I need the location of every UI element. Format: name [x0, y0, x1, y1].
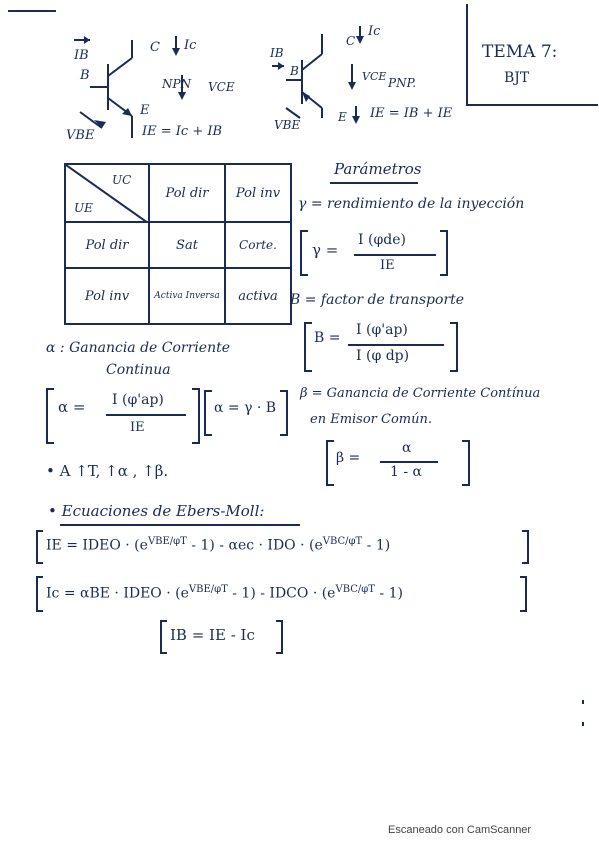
ebers-eq2-part-a: Ic = αBE · IDEO · (e: [46, 585, 189, 602]
ebers-eq2-right-bracket: [520, 576, 527, 612]
corner-uc-label: UC: [112, 173, 132, 187]
cell-reverse-active: Activa Inversa: [149, 268, 225, 324]
ebers-equation-ib: IB = IE - Ic: [170, 626, 255, 644]
big-beta-left-bracket: [326, 440, 334, 486]
gamma-denominator: IE: [380, 258, 395, 273]
ebers-eq2-part-b: - 1) - IDCO · (e: [227, 585, 336, 602]
npn-e-label: E: [140, 103, 150, 118]
title-box-bottom-line: [466, 104, 598, 106]
ebers-eq1-left-bracket: [36, 530, 43, 564]
ebers-eq2-left-bracket: [36, 576, 43, 612]
ebers-eq1-part-b: - 1) - αec · IDO · (e: [186, 537, 323, 554]
ebers-moll-heading: • Ecuaciones de Ebers-Moll:: [48, 502, 265, 520]
pnp-type-label: PNP.: [388, 76, 417, 90]
beta-right-bracket: [450, 322, 458, 372]
ebers-eq1-exp-b: VBC/φT: [322, 536, 363, 547]
corner-ue-label: UE: [74, 201, 93, 215]
edge-mark-2: [582, 722, 584, 726]
alpha-lhs: α =: [58, 398, 86, 416]
alpha2-right-bracket: [280, 390, 288, 436]
temperature-note: • A ↑T, ↑α , ↑β.: [46, 462, 169, 480]
row-header-pol-dir: Pol dir: [65, 222, 149, 268]
gamma-left-bracket: [300, 230, 308, 276]
ebers-moll-underline: [60, 524, 300, 526]
pnp-vbe-label: VBE: [274, 118, 301, 132]
big-beta-numerator: α: [402, 440, 412, 456]
topic-subtitle: BJT: [504, 70, 530, 86]
params-heading: Parámetros: [334, 160, 422, 178]
beta-numerator: I (φ'ap): [356, 322, 408, 338]
pnp-ic-label: Ic: [368, 24, 381, 39]
gamma-right-bracket: [440, 230, 448, 276]
ebers-eq3-left-bracket: [160, 620, 167, 654]
ebers-eq3-right-bracket: [276, 620, 283, 654]
ebers-equation-ic: [46, 584, 403, 602]
col-header-pol-inv: Pol inv: [225, 164, 291, 222]
alpha-definition-line1: α : Ganancia de Corriente: [46, 340, 231, 356]
operating-mode-table: [64, 163, 292, 325]
pnp-ie-equation: IE = IB + IE: [370, 106, 453, 121]
pnp-vce-label: VCE: [362, 70, 387, 83]
alpha-numerator: I (φ'ap): [112, 392, 164, 408]
npn-b-label: B: [80, 68, 90, 83]
pnp-e-label: E: [338, 110, 347, 124]
npn-ic-label: Ic: [184, 38, 197, 53]
topic-title: TEMA 7:: [482, 42, 558, 62]
npn-ie-equation: IE = Ic + IB: [142, 124, 223, 139]
beta-definition: B = factor de transporte: [290, 292, 465, 308]
beta-lhs: B =: [314, 330, 341, 346]
pnp-ib-label: IB: [270, 46, 284, 60]
ebers-eq1-part-c: - 1): [362, 537, 391, 554]
cell-active: activa: [225, 268, 291, 324]
big-beta-lhs: β =: [336, 450, 361, 466]
ebers-eq2-exp-a: VBE/φT: [188, 584, 228, 595]
ebers-eq2-part-c: - 1): [374, 585, 403, 602]
beta-left-bracket: [304, 322, 312, 372]
title-box-left-line: [466, 4, 468, 106]
edge-mark-1: [582, 700, 584, 704]
ebers-eq1-exp-a: VBE/φT: [147, 536, 187, 547]
pnp-c-label: C: [346, 34, 356, 48]
ebers-eq2-exp-b: VBC/φT: [335, 584, 375, 595]
alpha-right-bracket: [192, 388, 200, 444]
ebers-equation-ie: [46, 536, 390, 554]
npn-ib-label: IB: [74, 48, 89, 63]
big-beta-definition-line1: β = Ganancia de Corriente Contínua: [300, 386, 541, 401]
big-beta-fraction-line: [380, 461, 438, 463]
scanner-watermark: Escaneado con CamScanner: [388, 824, 532, 836]
alpha-definition-line2: Continua: [106, 362, 171, 378]
big-beta-definition-line2: en Emisor Común.: [310, 412, 432, 427]
npn-vbe-label: VBE: [66, 128, 95, 143]
beta-denominator: I (φ dp): [356, 348, 410, 364]
cell-saturation: Sat: [149, 222, 225, 268]
ebers-eq1-right-bracket: [522, 530, 529, 564]
big-beta-right-bracket: [462, 440, 470, 486]
gamma-numerator: I (φde): [358, 232, 406, 248]
npn-vce-label: VCE: [208, 80, 235, 94]
alpha-gamma-beta-equation: α = γ · B: [214, 400, 277, 416]
big-beta-denominator: 1 - α: [390, 464, 422, 480]
cell-cutoff: Corte.: [225, 222, 291, 268]
table-corner-cell: [65, 164, 149, 222]
npn-type-label: NPN: [162, 77, 192, 91]
gamma-definition: γ = rendimiento de la inyección: [298, 196, 525, 212]
alpha-left-bracket: [46, 388, 54, 444]
alpha-denominator: IE: [130, 420, 145, 435]
gamma-fraction-line: [354, 254, 436, 256]
top-dash: [8, 10, 56, 12]
pnp-b-label: B: [290, 64, 299, 78]
ebers-eq1-part-a: IE = IDEO · (e: [46, 537, 148, 554]
row-header-pol-inv: Pol inv: [65, 268, 149, 324]
params-heading-underline: [330, 182, 418, 184]
beta-fraction-line: [348, 344, 444, 346]
npn-c-label: C: [150, 40, 160, 55]
alpha-fraction-line: [106, 414, 186, 416]
col-header-pol-dir: Pol dir: [149, 164, 225, 222]
gamma-lhs: γ =: [312, 241, 339, 259]
alpha2-left-bracket: [204, 390, 212, 436]
